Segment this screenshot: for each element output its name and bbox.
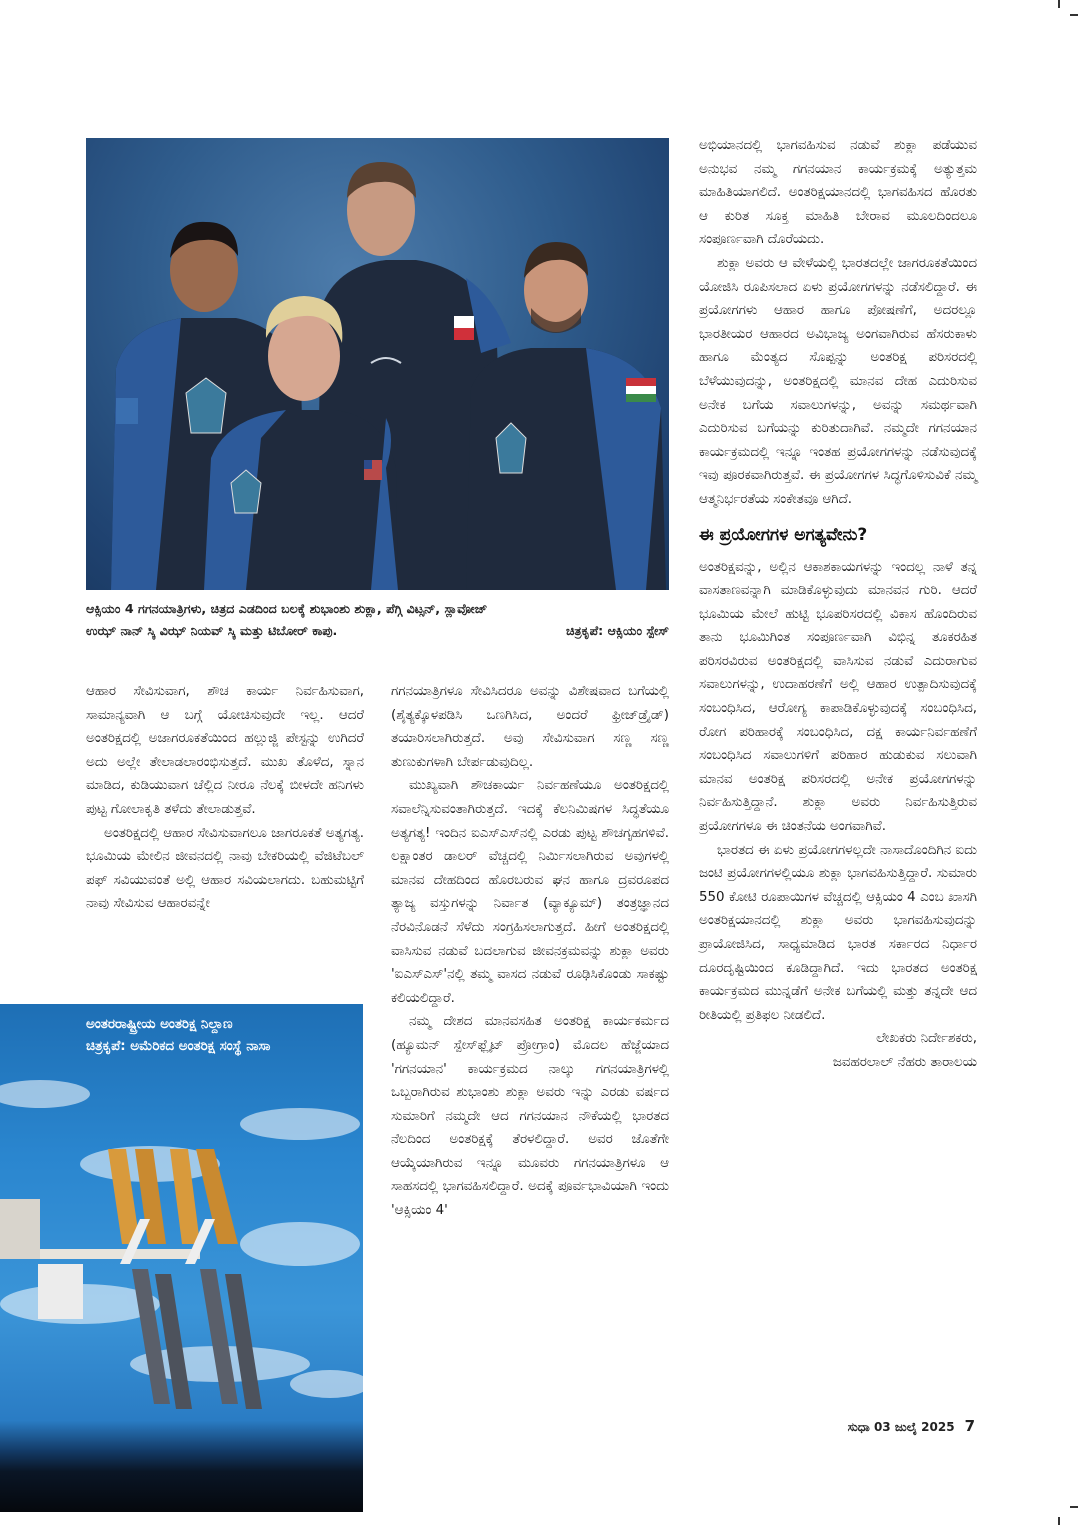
caption-line: ಚಿತ್ರಕೃಪೆ: ಅಮೆರಿಕದ ಅಂತರಿಕ್ಷ ಸಂಸ್ಥೆ ನಾಸಾ — [86, 1039, 271, 1054]
article-paragraph: ಗಗನಯಾತ್ರಿಗಳೂ ಸೇವಿಸಿದರೂ ಅವನ್ನು ವಿಶೇಷವಾದ ಬಗೆಯಲ್ಲಿ (ಶೈತ್ಯಕ್ಕೊಳಪಡಿಸಿ ಒಣಗಿಸಿದ, ಅಂದರೆ ಫ್ರೀಜ್‌ಡ್ರೈಡ್) ತಯಾರಿಸಲಾಗಿರುತ್ತದೆ. ಅವು ಸೇವಿಸುವಾಗ ಸಣ್ಣ ಸಣ್ಣ ತುಣುಕುಗಳಾಗಿ ಬೇರ್ಪಡುವುದಿಲ್ಲ. — [391, 684, 669, 770]
crew-photo-caption — [86, 598, 669, 642]
page-footer — [848, 1417, 975, 1435]
photo-credit: ಚಿತ್ರಕೃಪೆ: ಆಕ್ಸಿಯಂ ಸ್ಪೇಸ್ — [565, 623, 669, 638]
section-heading: ಈ ಪ್ರಯೋಗಗಳ ಅಗತ್ಯವೇನು? — [699, 524, 868, 545]
article-paragraph: ಶುಕ್ಲಾ ಅವರು ಆ ವೇಳೆಯಲ್ಲಿ ಭಾರತದಲ್ಲೇ ಜಾಗರೂಕತೆಯಿಂದ ಯೋಜಿಸಿ ರೂಪಿಸಲಾದ ಏಳು ಪ್ರಯೋಗಗಳನ್ನು ನಡೆಸಲಿದ್ದಾರೆ. ಈ ಪ್ರಯೋಗಗಳು ಆಹಾರ ಹಾಗೂ ಪೋಷಣೆಗೆ, ಅದರಲ್ಲೂ ಭಾರತೀಯರ ಆಹಾರದ ಅವಿಭಾಜ್ಯ ಅಂಗವಾಗಿರುವ ಹೆಸರುಕಾಳು ಹಾಗೂ ಮೆಂತ್ಯದ ಸೊಪ್ಪನ್ನು ಅಂತರಿಕ್ಷ ಪರಿಸರದಲ್ಲಿ ಬೆಳೆಯುವುದನ್ನು, ಅಂತರಿಕ್ಷದಲ್ಲಿ ಮಾನವ ದೇಹ ಎದುರಿಸುವ ಅನೇಕ ಬಗೆಯ ಸವಾಲುಗಳನ್ನು, ಅವನ್ನು ಸಮರ್ಥವಾಗಿ ಎದುರಿಸುವ ಬಗೆಯನ್ನು ಕುರಿತುದಾಗಿವೆ. ನಮ್ಮದೇ ಗಗನಯಾನ ಕಾರ್ಯಕ್ರಮದಲ್ಲಿ ಇನ್ನೂ ಇಂತಹ ಪ್ರಯೋಗಗಳನ್ನು ನಡೆಸುವುದಕ್ಕೆ ಇವು ಪೂರಕವಾಗಿರುತ್ತವೆ. ಈ ಪ್ರಯೋಗಗಳ ಸಿದ್ಧಗೊಳಿಸುವಿಕೆ ನಮ್ಮ ಆತ್ಮನಿರ್ಭರತೆಯ ಸಂಕೇತವೂ ಆಗಿದೆ. — [699, 255, 977, 507]
author-designation: ಲೇಖಕರು ನಿರ್ದೇಶಕರು, — [876, 1031, 977, 1047]
article-paragraph: ಮುಖ್ಯವಾಗಿ ಶೌಚಕಾರ್ಯ ನಿರ್ವಹಣೆಯೂ ಅಂತರಿಕ್ಷದಲ್ಲಿ ಸವಾಲೆನ್ನಿಸುವಂತಾಗಿರುತ್ತದೆ. ಇದಕ್ಕೆ ಕೆಲನಿಮಿಷಗಳ ಸಿದ್ಧತೆಯೂ ಅತ್ಯಗತ್ಯ! ಇಂದಿನ ಐಎಸ್‌ಎಸ್‌ನಲ್ಲಿ ಎರಡು ಪುಟ್ಟ ಶೌಚಗೃಹಗಳಿವೆ. ಲಕ್ಷಾಂತರ ಡಾಲರ್ ವೆಚ್ಚದಲ್ಲಿ ನಿರ್ಮಿಸಲಾಗಿರುವ ಅವುಗಳಲ್ಲಿ ಮಾನವ ದೇಹದಿಂದ ಹೊರಬರುವ ಘನ ಹಾಗೂ ದ್ರವರೂಪದ ತ್ಯಾಜ್ಯ ವಸ್ತುಗಳನ್ನು ನಿರ್ವಾತ (ವ್ಯಾಕ್ಯೂಮ್) ತಂತ್ರಜ್ಞಾನದ ನೆರವಿನೊಡನೆ ಸೆಳೆದು ಸಂಗ್ರಹಿಸಲಾಗುತ್ತದೆ. ಹೀಗೆ ಅಂತರಿಕ್ಷದಲ್ಲಿ ವಾಸಿಸುವ ನಡುವೆ ಬದಲಾಗುವ ಜೀವನಕ್ರಮವನ್ನು ಶುಕ್ಲಾ ಅವರು 'ಐಎಸ್‌ಎಸ್'ನಲ್ಲಿ ತಮ್ಮ ವಾಸದ ನಡುವೆ ರೂಢಿಸಿಕೊಂಡು ಸಾಕಷ್ಟು ಕಲಿಯಲಿದ್ದಾರೆ. — [391, 778, 669, 1006]
article-paragraph: ಅಭಿಯಾನದಲ್ಲಿ ಭಾಗವಹಿಸುವ ನಡುವೆ ಶುಕ್ಲಾ ಪಡೆಯುವ ಅನುಭವ ನಮ್ಮ ಗಗನಯಾನ ಕಾರ್ಯಕ್ರಮಕ್ಕೆ ಅತ್ಯುತ್ತಮ ಮಾಹಿತಿಯಾಗಲಿದೆ. ಅಂತರಿಕ್ಷಯಾನದಲ್ಲಿ ಭಾಗವಹಿಸದ ಹೊರತು ಆ ಕುರಿತ ಸೂಕ್ತ ಮಾಹಿತಿ ಬೇರಾವ ಮೂಲದಿಂದಲೂ ಸಂಪೂರ್ಣವಾಗಿ ದೊರೆಯದು. — [699, 138, 977, 248]
crop-mark — [1070, 1506, 1078, 1508]
iss-photo — [0, 1004, 363, 1512]
crop-mark — [1058, 1517, 1060, 1525]
article-paragraph: ಭಾರತದ ಈ ಏಳು ಪ್ರಯೋಗಗಳಲ್ಲದೇ ನಾಸಾದೊಂದಿಗಿನ ಐದು ಜಂಟಿ ಪ್ರಯೋಗಗಳಲ್ಲಿಯೂ ಶುಕ್ಲಾ ಭಾಗವಹಿಸುತ್ತಿದ್ದಾರೆ. ಸುಮಾರು 550 ಕೋಟಿ ರೂಪಾಯಿಗಳ ವೆಚ್ಚದಲ್ಲಿ ಆಕ್ಸಿಯಂ 4 ಎಂಬ ಖಾಸಗಿ ಅಂತರಿಕ್ಷಯಾನದಲ್ಲಿ ಶುಕ್ಲಾ ಅವರು ಭಾಗವಹಿಸುವುದನ್ನು ಪ್ರಾಯೋಜಿಸಿದ, ಸಾಧ್ಯಮಾಡಿದ ಭಾರತ ಸರ್ಕಾರದ ನಿರ್ಧಾರ ದೂರದೃಷ್ಟಿಯಿಂದ ಕೂಡಿದ್ದಾಗಿದೆ. ಇದು ಭಾರತದ ಅಂತರಿಕ್ಷ ಕಾರ್ಯಕ್ರಮದ ಮುನ್ನಡೆಗೆ ಅನೇಕ ಬಗೆಯಲ್ಲಿ ಮತ್ತು ತನ್ನದೇ ಆದ ರೀತಿಯಲ್ಲಿ ಪ್ರತಿಫಲ ನೀಡಲಿದೆ. — [699, 842, 977, 1023]
article-column-1 — [86, 680, 364, 916]
crop-mark — [1070, 14, 1078, 16]
article-column-2 — [391, 680, 669, 1223]
article-paragraph: ಅಂತರಿಕ್ಷದಲ್ಲಿ ಆಹಾರ ಸೇವಿಸುವಾಗಲೂ ಜಾಗರೂಕತೆ ಅತ್ಯಗತ್ಯ. ಭೂಮಿಯ ಮೇಲಿನ ಜೀವನದಲ್ಲಿ ನಾವು ಬೇಕರಿಯಲ್ಲಿ ವೆಜಿಟೆಬಲ್ ಪಫ್ ಸವಿಯುವಂತೆ ಅಲ್ಲಿ ಆಹಾರ ಸವಿಯಲಾಗದು. ಬಹುಮಟ್ಟಿಗೆ ನಾವು ಸೇವಿಸುವ ಆಹಾರವನ್ನೇ — [86, 825, 364, 912]
article-paragraph: ನಮ್ಮ ದೇಶದ ಮಾನವಸಹಿತ ಅಂತರಿಕ್ಷ ಕಾರ್ಯಕರ್ಮದ (ಹ್ಯೂಮನ್ ಸ್ಪೇಸ್‌ಫ್ಲೈಟ್ ಪ್ರೋಗ್ರಾಂ) ಮೊದಲ ಹೆಜ್ಜೆಯಾದ 'ಗಗನಯಾನ' ಕಾರ್ಯಕ್ರಮದ ನಾಲ್ಕು ಗಗನಯಾತ್ರಿಗಳಲ್ಲಿ ಒಬ್ಬರಾಗಿರುವ ಶುಭಾಂಶು ಶುಕ್ಲಾ ಅವರು ಇನ್ನು ಎರಡು ವರ್ಷದ ಸುಮಾರಿಗೆ ನಮ್ಮದೇ ಆದ ಗಗನಯಾನ ನೌಕೆಯಲ್ಲಿ ಭಾರತದ ನೆಲದಿಂದ ಅಂತರಿಕ್ಷಕ್ಕೆ ತೆರಳಲಿದ್ದಾರೆ. ಅವರ ಜೊತೆಗೇ ಆಯ್ಕೆಯಾಗಿರುವ ಇನ್ನೂ ಮೂವರು ಗಗನಯಾತ್ರಿಗಳೂ ಆ ಸಾಹಸದಲ್ಲಿ ಭಾಗವಹಿಸಲಿದ್ದಾರೆ. ಅದಕ್ಕೆ ಪೂರ್ವಭಾವಿಯಾಗಿ ಇಂದು 'ಆಕ್ಸಿಯಂ 4' — [391, 1014, 669, 1219]
astronaut-tibor-kapu — [466, 242, 666, 590]
iss-photo-caption — [86, 1014, 270, 1058]
crew-photo — [86, 138, 669, 590]
publication-date: ಸುಧಾ 03 ಜುಲೈ 2025 — [847, 1420, 955, 1434]
caption-line: ಅಂತರರಾಷ್ಟ್ರೀಯ ಅಂತರಿಕ್ಷ ನಿಲ್ದಾಣ — [86, 1017, 233, 1032]
crop-mark — [1058, 0, 1060, 8]
page-number: 7 — [964, 1417, 975, 1435]
crew-illustration — [86, 138, 669, 590]
author-affiliation: ಜವಹರಲಾಲ್ ನೆಹರು ತಾರಾಲಯ — [832, 1054, 977, 1070]
caption-line: ಆಕ್ಸಿಯಂ 4 ಗಗನಯಾತ್ರಿಗಳು, ಚಿತ್ರದ ಎಡದಿಂದ ಬಲಕ್ಕೆ ಶುಭಾಂಶು ಶುಕ್ಲಾ, ಪೆಗ್ಗಿ ವಿಟ್ಸನ್, ಸ್ಲಾವೋಜ್ — [86, 601, 488, 616]
article-paragraph: ಅಂತರಿಕ್ಷವನ್ನು, ಅಲ್ಲಿನ ಆಕಾಶಕಾಯಗಳನ್ನು ಇಂದಲ್ಲ ನಾಳೆ ತನ್ನ ವಾಸತಾಣವನ್ನಾಗಿ ಮಾಡಿಕೊಳ್ಳುವುದು ಮಾನವನ ಗುರಿ. ಆದರೆ ಭೂಮಿಯ ಮೇಲೆ ಹುಟ್ಟಿ ಭೂಪರಿಸರದಲ್ಲಿ ವಿಕಾಸ ಹೊಂದಿರುವ ತಾನು ಭೂಮಿಗಿಂತ ಸಂಪೂರ್ಣವಾಗಿ ವಿಭಿನ್ನ ತೂಕರಹಿತ ಪರಿಸರವಿರುವ ಅಂತರಿಕ್ಷದಲ್ಲಿ ವಾಸಿಸುವ ನಡುವೆ ಎದುರಾಗುವ ಸವಾಲುಗಳನ್ನು, ಉದಾಹರಣೆಗೆ ಅಲ್ಲಿ ಆಹಾರ ಉತ್ಪಾದಿಸುವುದಕ್ಕೆ ಸಂಬಂಧಿಸಿದ, ಆರೋಗ್ಯ ಕಾಪಾಡಿಕೊಳ್ಳುವುದಕ್ಕೆ ಸಂಬಂಧಿಸಿದ, ರೋಗ ಪರಿಹಾರಕ್ಕೆ ಸಂಬಂಧಿಸಿದ, ದಕ್ಷ ಕಾರ್ಯನಿರ್ವಹಣೆಗೆ ಸಂಬಂಧಿಸಿದ ಸವಾಲುಗಳಿಗೆ ಪರಿಹಾರ ಹುಡುಕುವ ಸಲುವಾಗಿ ಮಾನವ ಅಂತರಿಕ್ಷ ಪರಿಸರದಲ್ಲಿ ಅನೇಕ ಪ್ರಯೋಗಗಳನ್ನು ನಿರ್ವಹಿಸುತ್ತಿದ್ದಾನೆ. ಶುಕ್ಲಾ ಅವರು ನಿರ್ವಹಿಸುತ್ತಿರುವ ಪ್ರಯೋಗಗಳೂ ಈ ಚಿಂತನೆಯ ಅಂಗವಾಗಿವೆ. — [699, 559, 977, 835]
solar-panels-dark — [132, 1269, 262, 1409]
article-column-3 — [699, 134, 977, 1075]
iss-illustration — [0, 1004, 363, 1512]
article-paragraph: ಆಹಾರ ಸೇವಿಸುವಾಗ, ಶೌಚ ಕಾರ್ಯ ನಿರ್ವಹಿಸುವಾಗ, ಸಾಮಾನ್ಯವಾಗಿ ಆ ಬಗ್ಗೆ ಯೋಚಿಸುವುದೇ ಇಲ್ಲ. ಆದರೆ ಅಂತರಿಕ್ಷದಲ್ಲಿ ಅಜಾಗರೂಕತೆಯಿಂದ ಹಲ್ಲುಜ್ಜಿ ಪೇಸ್ಟನ್ನು ಉಗಿದರೆ ಅದು ಅಲ್ಲೇ ತೇಲಾಡಲಾರಂಭಿಸುತ್ತದೆ. ಮುಖ ತೊಳೆದ, ಸ್ನಾನ ಮಾಡಿದ, ಕುಡಿಯುವಾಗ ಚೆಲ್ಲಿದ ನೀರೂ ನೆಲಕ್ಕೆ ಬೀಳದೇ ಹನಿಗಳು ಪುಟ್ಟ ಗೋಲಾಕೃತಿ ತಳೆದು ತೇಲಾಡುತ್ತವೆ. — [86, 684, 364, 817]
caption-line: ಉಝ್ ನಾನ್ ಸ್ಕಿ ವಿಝ್ ನಿಯವ್ ಸ್ಕಿ ಮತ್ತು ಟಿಬೋರ್ ಕಾಪು. — [86, 623, 338, 638]
